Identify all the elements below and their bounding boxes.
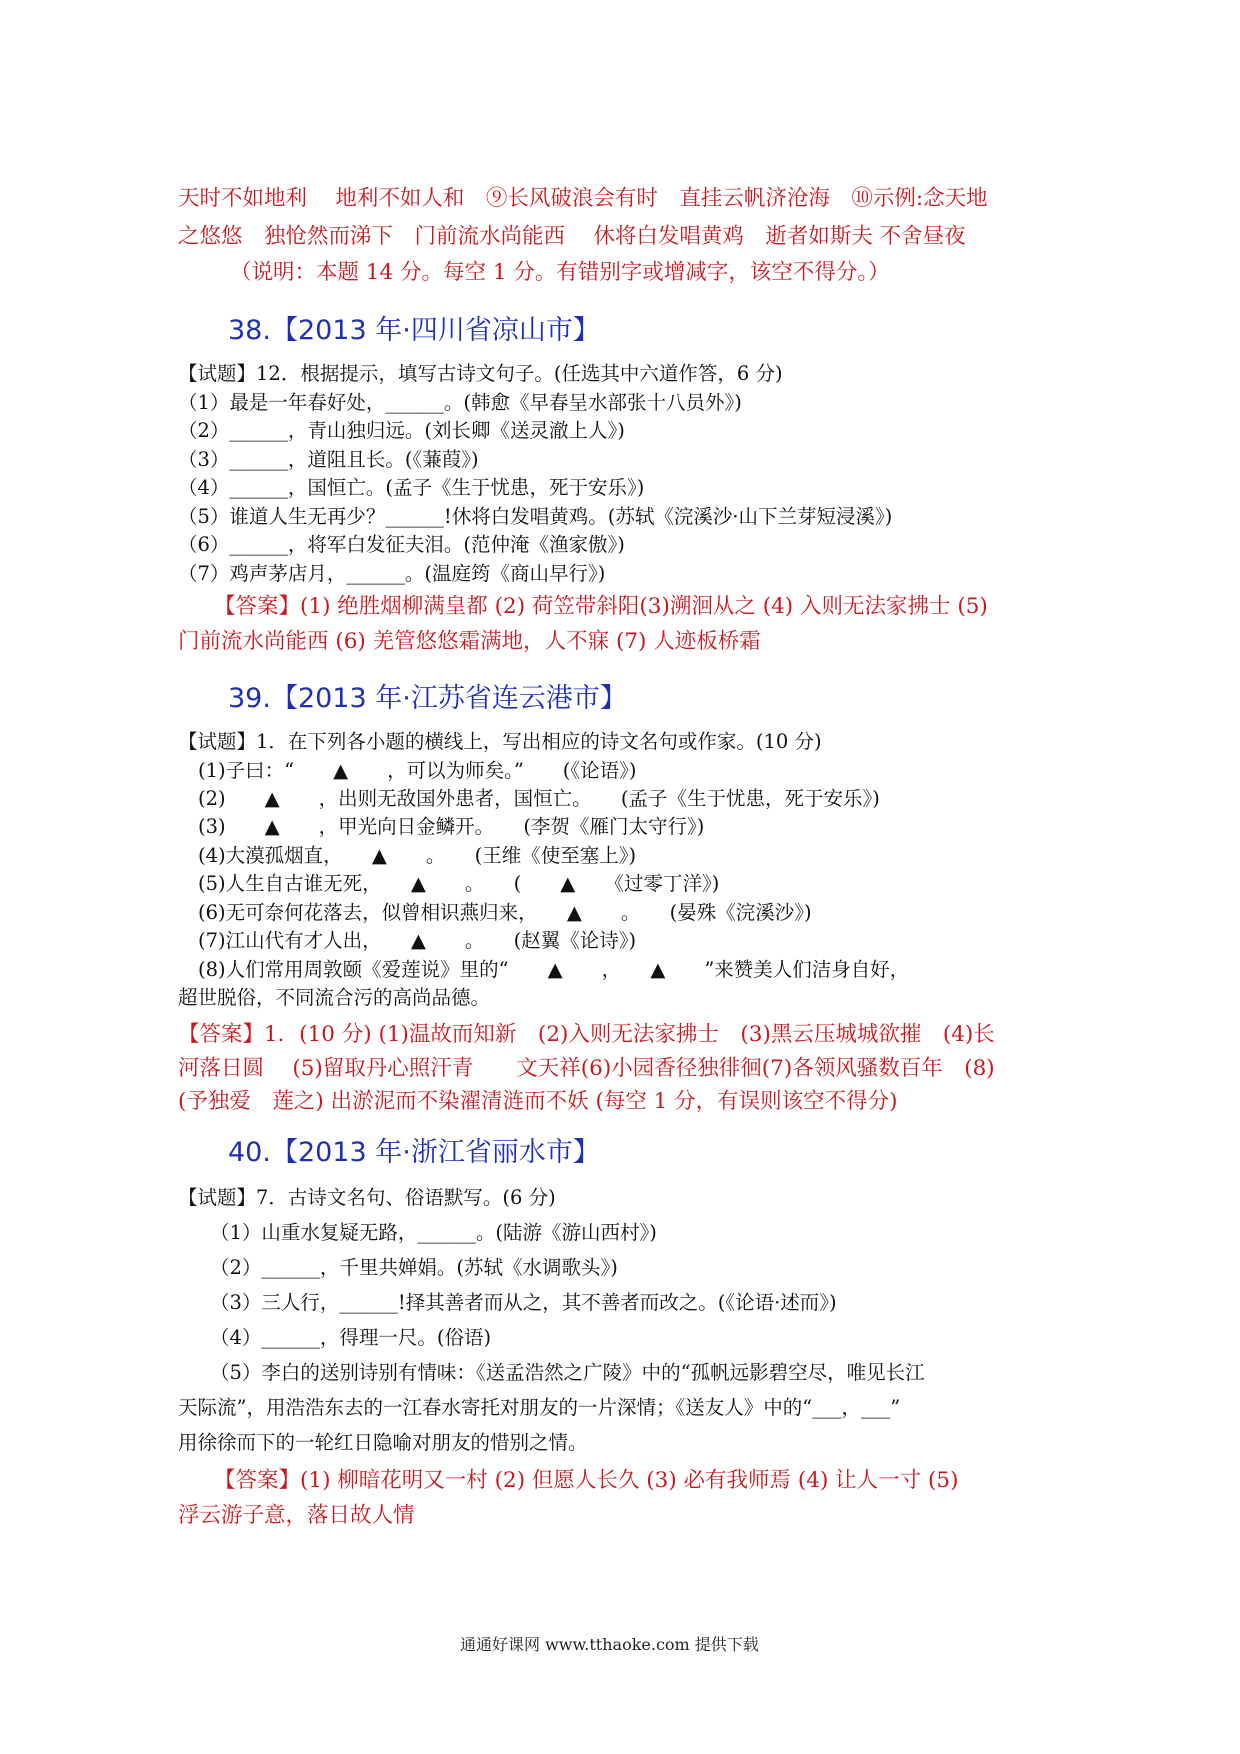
question-line: 超世脱俗，不同流合污的高尚品德。 — [178, 986, 491, 1009]
question-line: (7)江山代有才人出， ▲ 。 (赵翼《论诗》) — [198, 929, 637, 952]
section-heading-40: 40.【2013 年·浙江省丽水市】 — [228, 1137, 600, 1168]
question-line: 用徐徐而下的一轮红日隐喻对朋友的惜别之情。 — [178, 1431, 588, 1454]
top-answer-note: （说明：本题 14 分。每空 1 分。有错别字或增减字，该空不得分。） — [230, 260, 890, 285]
answer-line: 【答案】(1) 柳暗花明又一村 (2) 但愿人长久 (3) 必有我师焉 (4) 让人一寸 (5) — [214, 1468, 959, 1493]
question-line: 【试题】1．在下列各小题的横线上，写出相应的诗文名句或作家。(10 分) — [178, 730, 822, 753]
answer-line: 【答案】(1) 绝胜烟柳满皇都 (2) 荷笠带斜阳(3)溯洄从之 (4) 入则无法家拂士 (5) — [214, 594, 988, 619]
answer-line: 门前流水尚能西 (6) 羌管悠悠霜满地，人不寐 (7) 人迹板桥霜 — [178, 629, 761, 654]
question-line: （2）______，千里共婵娟。(苏轼《水调歌头》) — [210, 1256, 618, 1279]
answer-line: (予独爱 莲之) 出淤泥而不染濯清涟而不妖 (每空 1 分，有误则该空不得分) — [178, 1089, 898, 1114]
top-answer-line-2: 之悠悠 独怆然而涕下 门前流水尚能西 休将白发唱黄鸡 逝者如斯夫 不舍昼夜 — [178, 224, 966, 249]
question-line: (8)人们常用周敦颐《爱莲说》里的“ ▲ ， ▲ ”来赞美人们洁身自好， — [198, 958, 910, 981]
question-line: (5)人生自古谁无死， ▲ 。 ( ▲ 《过零丁洋》) — [198, 872, 720, 895]
question-line: 【试题】12．根据提示，填写古诗文句子。(任选其中六道作答，6 分) — [178, 362, 783, 385]
question-line: (3) ▲ ，甲光向日金鳞开。 (李贺《雁门太守行》) — [198, 815, 705, 838]
answer-line: 【答案】1．(10 分) (1)温故而知新 (2)入则无法家拂士 (3)黑云压城城欲摧 (4)长 — [178, 1022, 995, 1047]
section-heading-39: 39.【2013 年·江苏省连云港市】 — [228, 683, 627, 714]
question-line: 天际流”，用浩浩东去的一江春水寄托对朋友的一片深情；《送友人》中的“___，___” — [178, 1396, 901, 1419]
question-line: （3）______，道阻且长。(《蒹葭》) — [178, 448, 479, 471]
question-line: （2）______，青山独归远。(刘长卿《送灵澈上人》) — [178, 419, 625, 442]
top-answer-line-1: 天时不如地利 地利不如人和 ⑨长风破浪会有时 直挂云帆济沧海 ⑩示例:念天地 — [178, 186, 988, 211]
answer-line: 浮云游子意，落日故人情 — [178, 1503, 415, 1528]
page-footer: 通通好课网 www.tthaoke.com 提供下载 — [460, 1635, 759, 1654]
question-line: (6)无可奈何花落去，似曾相识燕归来， ▲ 。 (晏殊《浣溪沙》) — [198, 901, 812, 924]
question-line: （5）谁道人生无再少？______!休将白发唱黄鸡。(苏轼《浣溪沙·山下兰芽短浸溪》) — [178, 505, 893, 528]
question-line: （7）鸡声茅店月，______。(温庭筠《商山早行》) — [178, 562, 606, 585]
answer-line: 河落日圆 (5)留取丹心照汗青 文天祥(6)小园香径独徘徊(7)各领风骚数百年 (8) — [178, 1056, 995, 1081]
question-line: (4)大漠孤烟直， ▲ 。 (王维《使至塞上》) — [198, 844, 637, 867]
question-line: 【试题】7．古诗文名句、俗语默写。(6 分) — [178, 1186, 556, 1209]
section-heading-38: 38.【2013 年·四川省凉山市】 — [228, 315, 600, 346]
question-line: (2) ▲ ，出则无敌国外患者，国恒亡。 (孟子《生于忧患，死于安乐》) — [198, 787, 880, 810]
question-line: （6）______，将军白发征夫泪。(范仲淹《渔家傲》) — [178, 533, 625, 556]
question-line: （4）______，国恒亡。(孟子《生于忧患，死于安乐》) — [178, 476, 645, 499]
question-line: (1)子曰：“ ▲ ，可以为师矣。” (《论语》) — [198, 759, 637, 782]
question-line: （1）最是一年春好处，______。(韩愈《早春呈水部张十八员外》) — [178, 391, 742, 414]
question-line: （1）山重水复疑无路，______。(陆游《游山西村》) — [210, 1221, 657, 1244]
question-line: （4）______，得理一尺。(俗语) — [210, 1326, 492, 1349]
question-line: （3）三人行，______!择其善者而从之，其不善者而改之。(《论语·述而》) — [210, 1291, 837, 1314]
question-line: （5）李白的送别诗别有情味：《送孟浩然之广陵》中的“孤帆远影碧空尽，唯见长江 — [210, 1361, 925, 1384]
